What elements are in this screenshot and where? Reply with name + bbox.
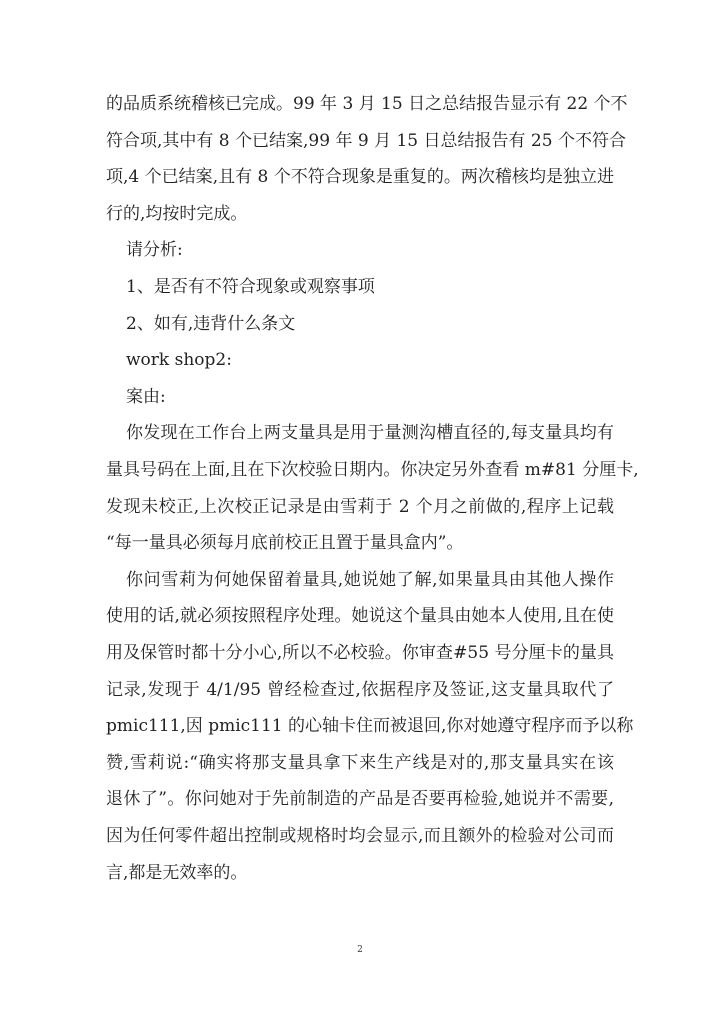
text-line: 1、是否有不符合现象或观察事项 <box>126 277 375 297</box>
text-line: 量具号码在上面,且在下次校验日期内。你决定另外查看 m#81 分厘卡, <box>106 460 639 480</box>
page-number: 2 <box>357 945 363 955</box>
text-line: 的品质系统稽核已完成。99 年 3 月 15 日之总结报告显示有 22 个不 <box>106 94 628 114</box>
text-line: 记录,发现于 4/1/95 曾经检查过,依据程序及签证,这支量具取代了 <box>106 679 614 700</box>
text-line: work shop2: <box>126 350 232 371</box>
text-line: 你发现在工作台上两支量具是用于量测沟槽直径的,每支量具均有 <box>126 423 614 444</box>
text-line: 行的,均按时完成。 <box>106 203 248 224</box>
text-line: 2、如有,违背什么条文 <box>126 313 296 334</box>
text-line: 你问雪莉为何她保留着量具,她说她了解,如果量具由其他人操作 <box>126 569 614 590</box>
text-line: 退休了”。你问她对于先前制造的产品是否要再检验,她说并不需要, <box>106 789 614 810</box>
text-line: 案由: <box>126 386 166 407</box>
text-line: 发现未校正,上次校正记录是由雪莉于 2 个月之前做的,程序上记载 <box>106 496 614 517</box>
text-line: 使用的话,就必须按照程序处理。她说这个量具由她本人使用,且在使 <box>106 606 614 627</box>
text-line: 请分析: <box>126 240 183 261</box>
text-line: 赞,雪莉说:“确实将那支量具拿下来生产线是对的,那支量具实在该 <box>106 752 614 773</box>
text-line: 言,都是无效率的。 <box>106 862 248 883</box>
text-line: 因为任何零件超出控制或规格时均会显示,而且额外的检验对公司而 <box>106 826 614 846</box>
text-line: 用及保管时都十分小心,所以不必校验。你审查#55 号分厘卡的量具 <box>106 643 614 663</box>
text-line: “每一量具必须每月底前校正且置于量具盒内”。 <box>106 533 464 554</box>
text-line: 项,4 个已结案,且有 8 个不符合现象是重复的。两次稽核均是独立进 <box>106 167 614 188</box>
text-line: 符合项,其中有 8 个已结案,99 年 9 月 15 日总结报告有 25 个不符合 <box>106 130 626 151</box>
text-line: pmic111,因 pmic111 的心轴卡住而被退回,你对她遵守程序而予以称 <box>106 716 634 737</box>
